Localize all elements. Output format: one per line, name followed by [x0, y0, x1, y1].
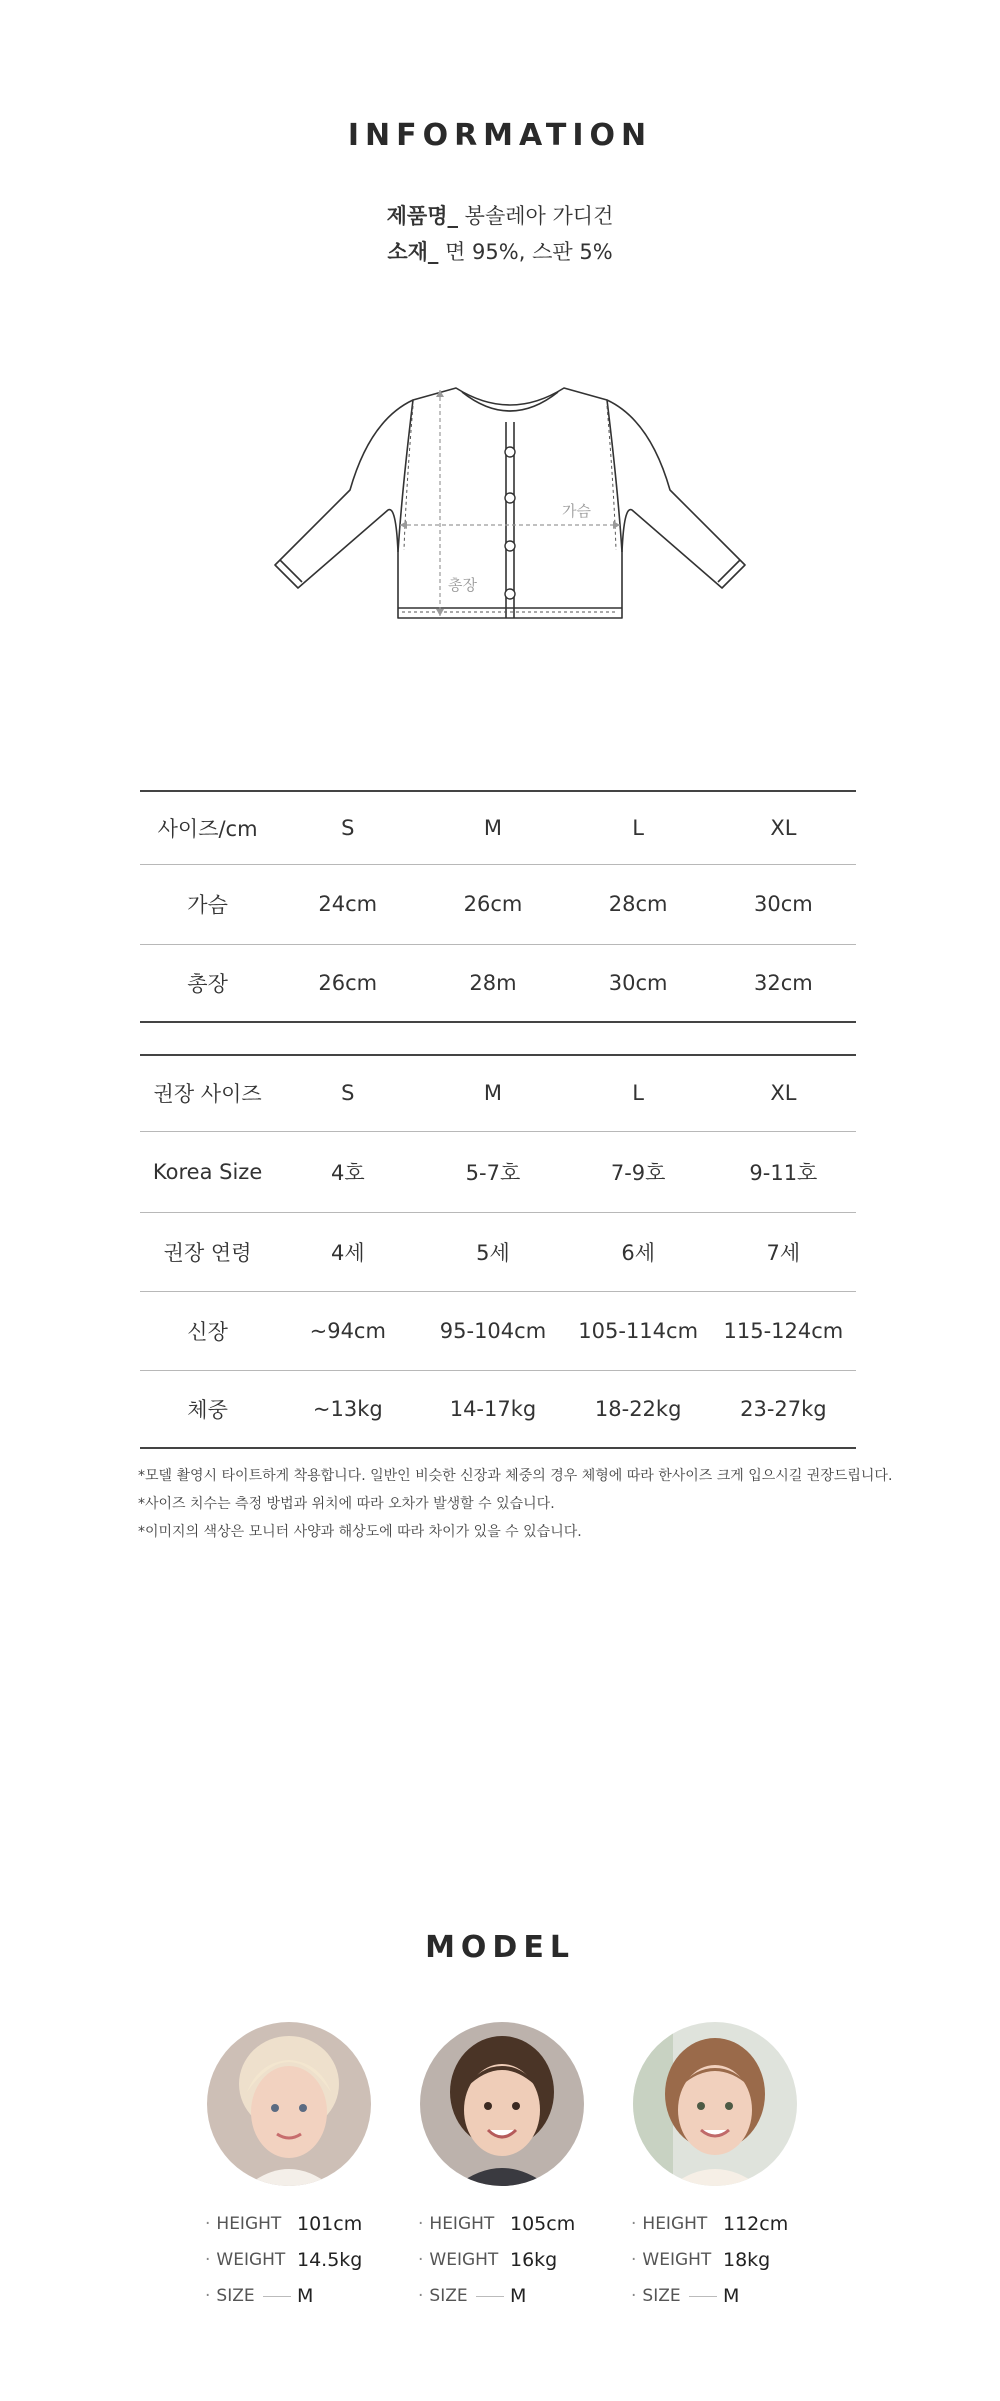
bullet: ·	[205, 2250, 211, 2270]
table-cell: L	[566, 791, 711, 864]
table-cell: 신장	[140, 1291, 275, 1370]
table-cell: 권장 연령	[140, 1212, 275, 1291]
size-label: SIZE	[429, 2286, 468, 2306]
table-cell: 7세	[711, 1212, 856, 1291]
table-cell: M	[420, 1055, 565, 1131]
table-cell: S	[275, 1055, 420, 1131]
bullet: ·	[205, 2214, 211, 2234]
table-cell: Korea Size	[140, 1131, 275, 1212]
weight-value: 16kg	[510, 2249, 558, 2271]
table-cell: 5-7호	[420, 1131, 565, 1212]
length-label: 총장	[448, 576, 477, 594]
table-cell: 총장	[140, 944, 275, 1022]
information-title: INFORMATION	[347, 118, 653, 153]
bullet: ·	[631, 2214, 637, 2234]
product-name-label: 제품명_	[386, 204, 458, 228]
material-label: 소재_	[387, 240, 439, 264]
weight-label: WEIGHT	[429, 2250, 499, 2270]
product-name-line	[0, 200, 1000, 230]
product-name-value: 봉솔레아 가디건	[464, 204, 614, 228]
table-row	[140, 1131, 856, 1212]
table-cell: 4호	[275, 1131, 420, 1212]
table-cell: 26cm	[275, 944, 420, 1022]
table-row	[140, 1055, 856, 1131]
model-photo	[633, 2022, 797, 2186]
table-cell: 18-22kg	[566, 1370, 711, 1448]
model-card	[418, 2022, 628, 2314]
height-value: 105cm	[510, 2213, 576, 2235]
table-cell: 체중	[140, 1370, 275, 1448]
note-line: *이미지의 색상은 모니터 사양과 해상도에 따라 차이가 있을 수 있습니다.	[138, 1524, 582, 1540]
table-cell: 권장 사이즈	[140, 1055, 275, 1131]
table-cell: S	[275, 791, 420, 864]
material-line	[0, 236, 1000, 266]
note-line: *사이즈 치수는 측정 방법과 위치에 따라 오차가 발생할 수 있습니다.	[138, 1496, 555, 1512]
height-row	[418, 2206, 628, 2242]
table-cell: ~94cm	[275, 1291, 420, 1370]
table-cell: 23-27kg	[711, 1370, 856, 1448]
table-row	[140, 944, 856, 1022]
size-notes	[138, 1462, 898, 1546]
table-cell: 95-104cm	[420, 1291, 565, 1370]
size-label: SIZE	[642, 2286, 681, 2306]
table-cell: 4세	[275, 1212, 420, 1291]
weight-row	[631, 2242, 841, 2278]
bullet: ·	[418, 2286, 424, 2306]
bullet: ·	[631, 2250, 637, 2270]
bullet: ·	[205, 2286, 211, 2306]
height-label: HEIGHT	[216, 2214, 282, 2234]
table-cell: 9-11호	[711, 1131, 856, 1212]
divider	[263, 2296, 291, 2297]
model-stats	[205, 2206, 415, 2314]
table-cell: 사이즈/cm	[140, 791, 275, 864]
table-cell: 30cm	[711, 864, 856, 944]
table-cell: 30cm	[566, 944, 711, 1022]
weight-label: WEIGHT	[216, 2250, 286, 2270]
bullet: ·	[418, 2214, 424, 2234]
model-card	[205, 2022, 415, 2314]
table-cell: 105-114cm	[566, 1291, 711, 1370]
model-stats	[418, 2206, 628, 2314]
table-cell: ~13kg	[275, 1370, 420, 1448]
measurement-table	[140, 790, 856, 1023]
table-cell: 6세	[566, 1212, 711, 1291]
table-row	[140, 1291, 856, 1370]
table-cell: 32cm	[711, 944, 856, 1022]
table-row	[140, 791, 856, 864]
table-cell: 5세	[420, 1212, 565, 1291]
material-value: 면 95%, 스판 5%	[445, 240, 613, 264]
cardigan-diagram	[270, 380, 750, 630]
table-row	[140, 1212, 856, 1291]
table-cell: 28cm	[566, 864, 711, 944]
model-photo	[420, 2022, 584, 2186]
height-label: HEIGHT	[429, 2214, 495, 2234]
table-cell: 26cm	[420, 864, 565, 944]
height-value: 101cm	[297, 2213, 363, 2235]
divider	[689, 2296, 717, 2297]
weight-value: 18kg	[723, 2249, 771, 2271]
divider	[476, 2296, 504, 2297]
model-stats	[631, 2206, 841, 2314]
size-value: M	[297, 2285, 314, 2307]
weight-label: WEIGHT	[642, 2250, 712, 2270]
bullet: ·	[418, 2250, 424, 2270]
recommended-size-table	[140, 1054, 856, 1449]
weight-row	[205, 2242, 415, 2278]
chest-label: 가슴	[562, 502, 591, 520]
table-cell: XL	[711, 1055, 856, 1131]
table-row	[140, 1370, 856, 1448]
table-row	[140, 864, 856, 944]
height-row	[205, 2206, 415, 2242]
table-cell: L	[566, 1055, 711, 1131]
size-row	[205, 2278, 415, 2314]
model-title: MODEL	[425, 1930, 575, 1965]
size-label: SIZE	[216, 2286, 255, 2306]
table-cell: 14-17kg	[420, 1370, 565, 1448]
table-cell: 24cm	[275, 864, 420, 944]
table-cell: M	[420, 791, 565, 864]
height-row	[631, 2206, 841, 2242]
model-card	[631, 2022, 841, 2314]
weight-value: 14.5kg	[297, 2249, 363, 2271]
weight-row	[418, 2242, 628, 2278]
height-value: 112cm	[723, 2213, 789, 2235]
size-row	[631, 2278, 841, 2314]
bullet: ·	[631, 2286, 637, 2306]
table-cell: 7-9호	[566, 1131, 711, 1212]
height-label: HEIGHT	[642, 2214, 708, 2234]
table-cell: 가슴	[140, 864, 275, 944]
table-cell: 115-124cm	[711, 1291, 856, 1370]
size-value: M	[510, 2285, 527, 2307]
model-photo	[207, 2022, 371, 2186]
note-line: *모델 촬영시 타이트하게 착용합니다. 일반인 비슷한 신장과 체중의 경우 체형에 따라 한사이즈 크게 입으시길 권장드립니다.	[138, 1468, 893, 1484]
size-row	[418, 2278, 628, 2314]
size-value: M	[723, 2285, 740, 2307]
table-cell: 28m	[420, 944, 565, 1022]
table-cell: XL	[711, 791, 856, 864]
